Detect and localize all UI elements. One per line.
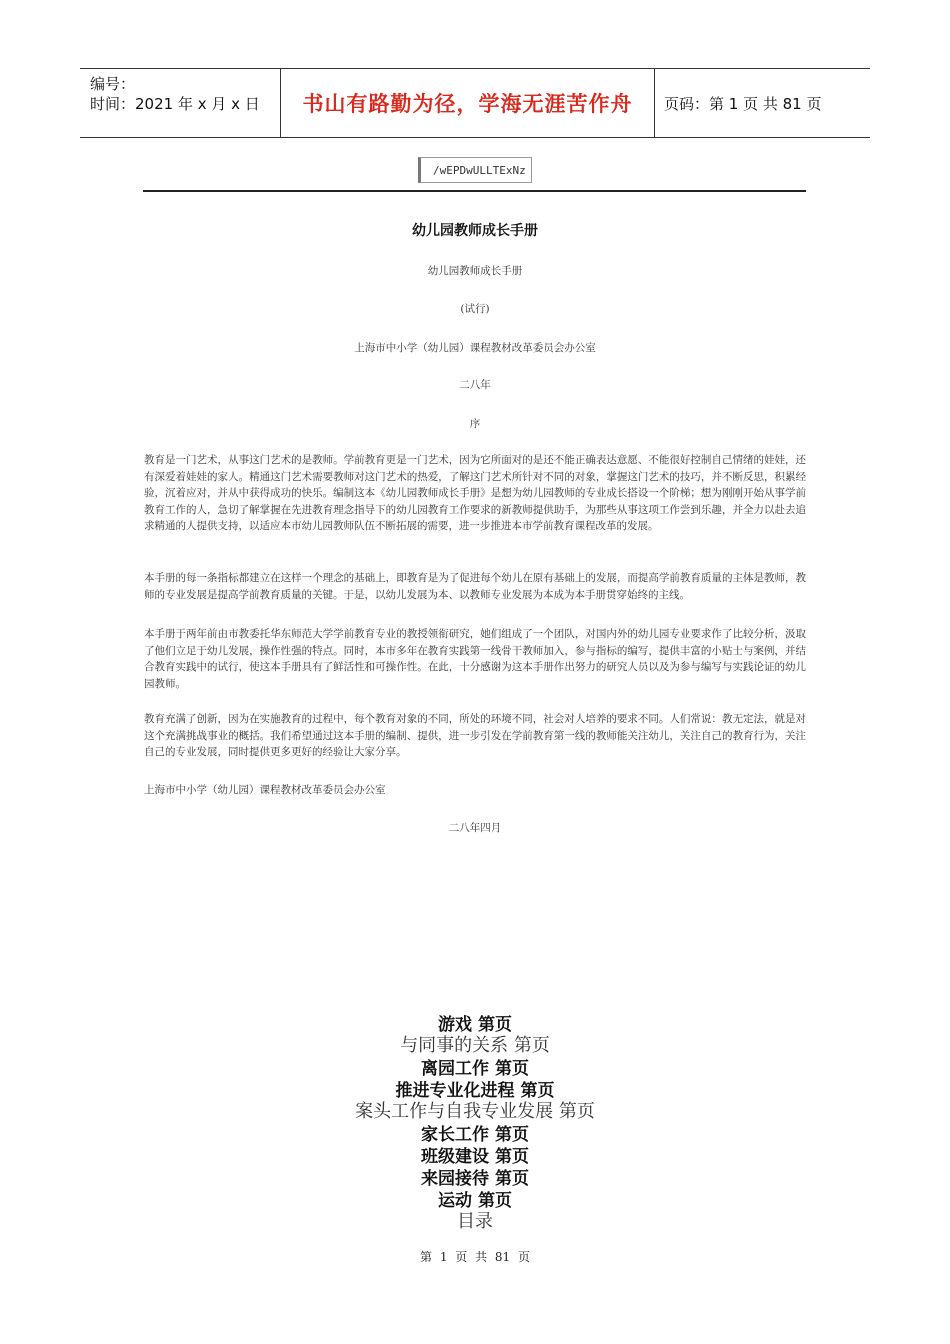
- toc-item: 游戏 第页: [438, 1015, 512, 1035]
- preface-paragraph: 教育是一门艺术，从事这门艺术的是教师。学前教育更是一门艺术，因为它所面对的是还不能正确表达意愿、不能很好控制自己情绪的娃娃，还有深爱着娃娃的家人。精通这门艺术需要教师对这门艺术的热爱，了解这门艺术所针对不同的对象，掌握这门艺术的技巧，并不断反思，积累经验，沉着应对，并从中获得成功的快乐。编制这本《幼儿园教师成长手册》是想为幼儿园教师的专业成长搭设一个阶梯；想为刚刚开始从事学前教育工作的人，急切了解掌握在先进教育理念指导下的幼儿园教育工作要求的新教师提供助手，为那些从事这项工作尝到乐趣，并全力以赴去追求精通的人提供支持，以适应本市幼儿园教师队伍不断拓展的需要，进一步推进本市学前教育课程改革的发展。: [144, 454, 806, 532]
- preface-heading: 序: [469, 418, 481, 430]
- preface-paragraph: 本手册于两年前由市教委托华东师范大学学前教育专业的教授领衔研究，她们组成了一个团队，对国内外的幼儿园专业要求作了比较分析，汲取了他们立足于幼儿发展，操作性强的特点。同时，本市多年在教育实践第一线骨干教师加入，参与指标的编写，提供丰富的小贴士与案例，并结合教育实践中的试行，使这本手册具有了鲜活性和可操作性。在此，十分感谢为这本手册作出努力的研究人员以及为参与编写与实践论证的幼儿园教师。: [144, 628, 806, 690]
- toc-item: 案头工作与自我专业发展 第页: [355, 1101, 595, 1122]
- preface-paragraph: 教育充满了创新，因为在实施教育的过程中，每个教育对象的不同，所处的环境不同，社会对人培养的要求不同。人们常说：教无定法，就是对这个充满挑战事业的概括。我们希望通过这本手册的编制、提供，进一步引发在学前教育第一线的教师能关注幼儿，关注自己的教育行为，关注自己的专业发展，同时提供更多更好的经验让大家分享。: [144, 713, 806, 758]
- code-field: /wEPDwULLTExNz: [418, 157, 532, 183]
- number-label: 编号：: [90, 75, 136, 93]
- document-subtitle: 幼儿园教师成长手册: [427, 265, 523, 277]
- toc-heading: 目录: [457, 1211, 493, 1232]
- toc-item: 运动 第页: [438, 1191, 512, 1211]
- page-footer: 第 1 页 共 81 页: [420, 1250, 530, 1264]
- toc-item: 推进专业化进程 第页: [395, 1081, 555, 1101]
- toc-item: 家长工作 第页: [421, 1125, 529, 1145]
- preface-paragraph: 本手册的每一条指标都建立在这样一个理念的基础上，即教育是为了促进每个幼儿在原有基础上的发展，而提高学前教育质量的主体是教师，教师的专业发展是提高学前教育质量的关键。于是，以幼儿发展为本、以教师专业发展为本成为本手册贯穿始终的主线。: [144, 572, 806, 601]
- year: 二八年: [459, 379, 491, 391]
- signature-date: 二八年四月: [448, 822, 502, 834]
- signature: 上海市中小学（幼儿园）课程教材改革委员会办公室: [144, 784, 386, 796]
- toc-item: 离园工作 第页: [421, 1059, 529, 1079]
- header-page-info: 页码：第 1 页 共 81 页: [664, 95, 822, 113]
- document-title: 幼儿园教师成长手册: [412, 223, 538, 239]
- header-meta: [80, 69, 280, 137]
- toc-item: 来园接待 第页: [421, 1169, 529, 1189]
- trial-note: (试行): [460, 303, 490, 315]
- toc-item: 与同事的关系 第页: [400, 1035, 550, 1056]
- header-divider: [654, 69, 655, 137]
- horizontal-rule: [143, 190, 806, 192]
- publisher: 上海市中小学（幼儿园）课程教材改革委员会办公室: [354, 342, 596, 354]
- document-header: [80, 68, 870, 138]
- header-motto: 书山有路勤为径，学海无涯苦作舟: [302, 92, 633, 116]
- time-label: 时间：2021 年 x 月 x 日: [90, 95, 260, 113]
- toc-item: 班级建设 第页: [421, 1147, 529, 1167]
